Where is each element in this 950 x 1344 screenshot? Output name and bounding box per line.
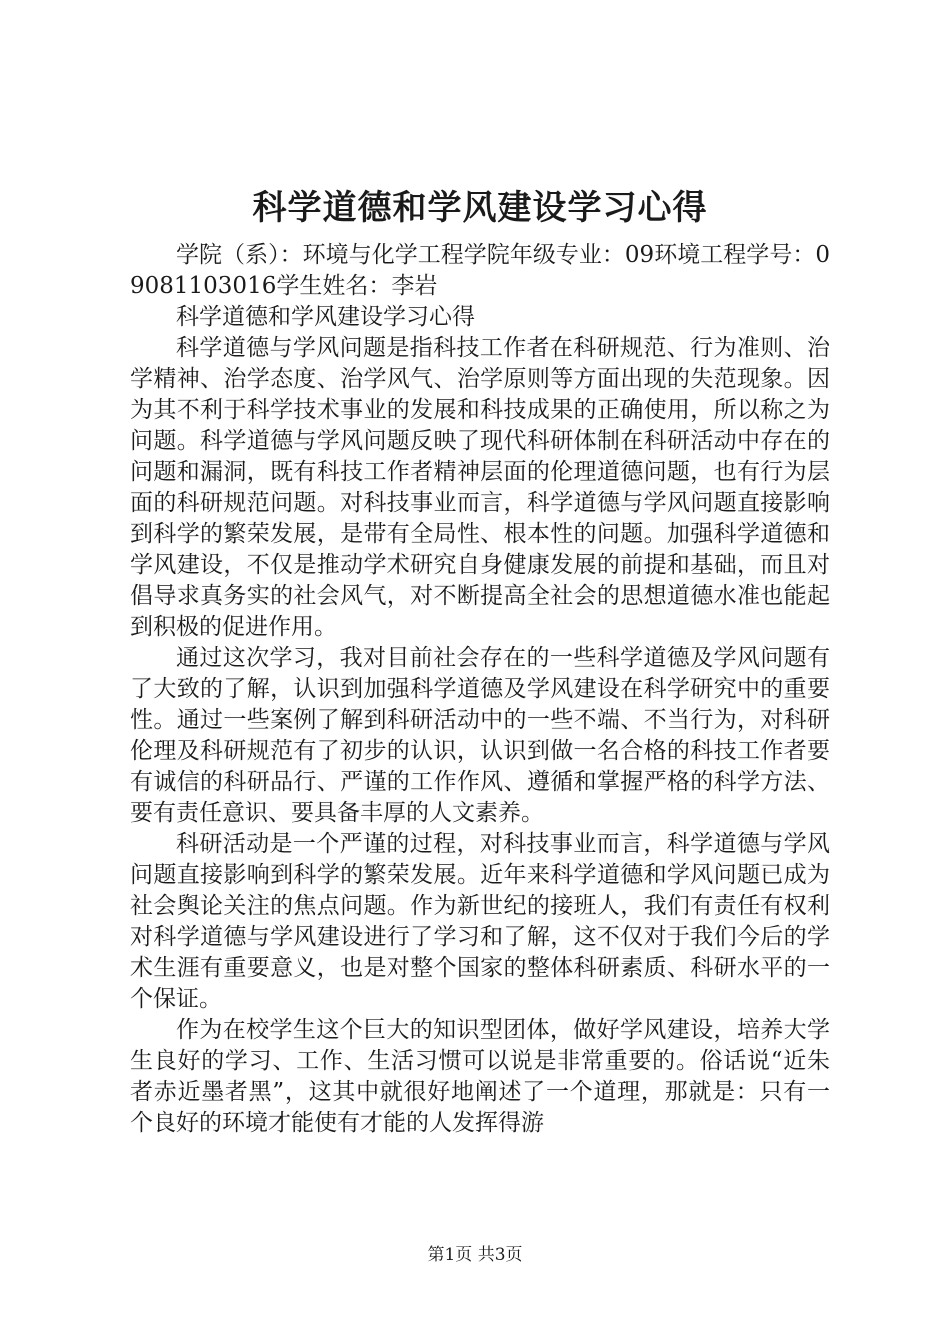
body-paragraph-3: 科研活动是一个严谨的过程，对科技事业而言，科学道德与学风问题直接影响到科学的繁荣发展。近年来科学道德和学风问题已成为社会舆论关注的焦点问题。作为新世纪的接班人，我们有责任有权利对科学道德与学风建设进行了学习和了解，这不仅对于我们今后的学术生涯有重要意义，也是对整个国家的整体科研素质、科研水平的一个保证。 (130, 831, 830, 1012)
info-paragraph: 学院（系）：环境与化学工程学院年级专业：09环境工程学号：09081103016学生姓名：李岩 (130, 242, 830, 299)
document-page (130, 188, 830, 1139)
body-paragraph-1: 科学道德与学风问题是指科技工作者在科研规范、行为准则、治学精神、治学态度、治学风气、治学原则等方面出现的失范现象。因为其不利于科学技术事业的发展和科技成果的正确使用，所以称之为问题。科学道德与学风问题反映了现代科研体制在科研活动中存在的问题和漏洞，既有科技工作者精神层面的伦理道德问题，也有行为层面的科研规范问题。对科技事业而言，科学道德与学风问题直接影响到科学的繁荣发展，是带有全局性、根本性的问题。加强科学道德和学风建设，不仅是推动学术研究自身健康发展的前提和基础，而且对倡导求真务实的社会风气，对不断提高全社会的思想道德水准也能起到积极的促进作用。 (130, 335, 830, 640)
subtitle-paragraph: 科学道德和学风建设学习心得 (176, 304, 475, 330)
body-paragraph-4: 作为在校学生这个巨大的知识型团体，做好学风建设，培养大学生良好的学习、工作、生活习惯可以说是非常重要的。俗话说“近朱者赤近墨者黑”，这其中就很好地阐述了一个道理，那就是：只有一个良好的环境才能使有才能的人发挥得游 (130, 1017, 830, 1136)
page-footer: 第1页 共3页 (427, 1245, 523, 1265)
body-paragraph-2: 通过这次学习，我对目前社会存在的一些科学道德及学风问题有了大致的了解，认识到加强科学道德及学风建设在科学研究中的重要性。通过一些案例了解到科研活动中的一些不端、不当行为，对科研伦理及科研规范有了初步的认识，认识到做一名合格的科技工作者要有诚信的科研品行、严谨的工作作风、遵循和掌握严格的科学方法、要有责任意识、要具备丰厚的人文素养。 (130, 645, 830, 826)
document-title: 科学道德和学风建设学习心得 (252, 188, 708, 228)
